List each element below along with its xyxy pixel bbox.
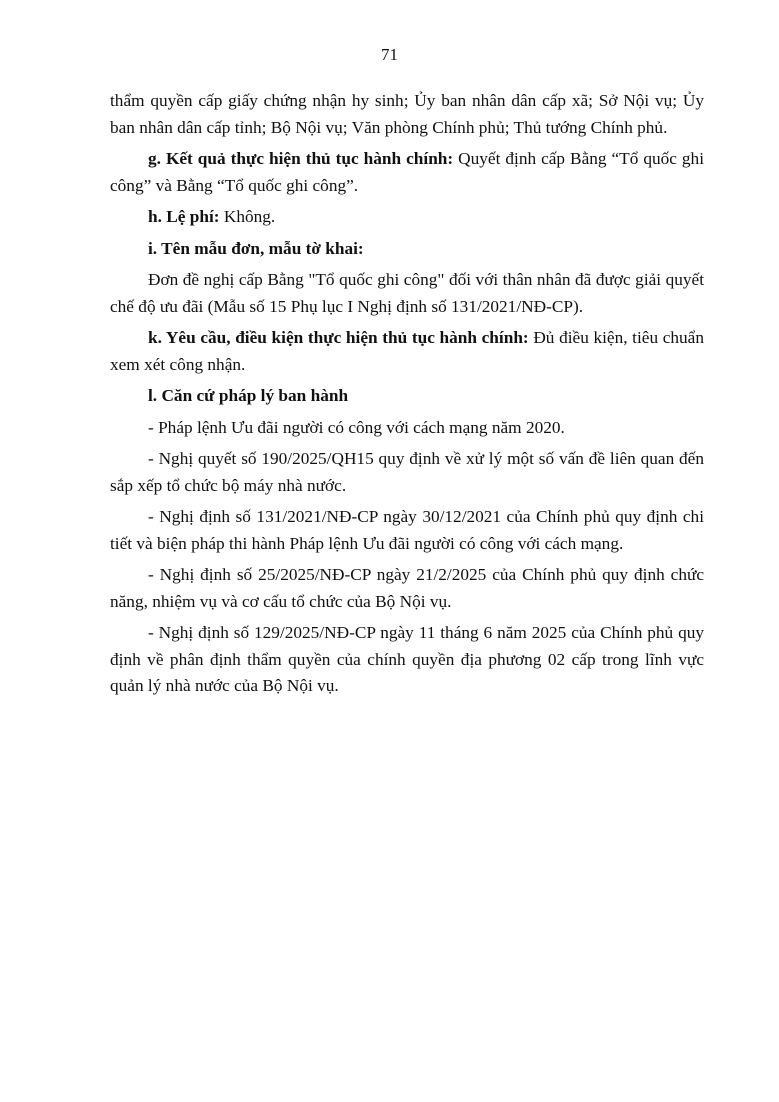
section-k-text: Đủ điều kiện, tiêu chuẩn xem xét công nhận. [110, 328, 704, 374]
legal-basis-item: - Nghị định số 131/2021/NĐ-CP ngày 30/12/2021 của Chính phủ quy định chi tiết và biện pháp thi hành Pháp lệnh Ưu đãi người có công với cách mạng. [110, 507, 704, 553]
legal-basis-item: - Nghị quyết số 190/2025/QH15 quy định về xử lý một số vấn đề liên quan đến sắp xếp tổ chức bộ máy nhà nước. [110, 449, 704, 495]
legal-basis-item: - Nghị định số 25/2025/NĐ-CP ngày 21/2/2025 của Chính phủ quy định chức năng, nhiệm vụ và cơ cấu tổ chức của Bộ Nội vụ. [110, 565, 704, 611]
section-g [110, 146, 704, 199]
section-g-text: Quyết định cấp Bằng “Tổ quốc ghi công” và Bằng “Tổ quốc ghi công”. [110, 149, 705, 195]
section-h [110, 204, 704, 231]
legal-basis-item: - Pháp lệnh Ưu đãi người có công với cách mạng năm 2020. [148, 417, 565, 437]
section-h-heading: h. Lệ phí: [148, 207, 220, 226]
section-g-heading: g. Kết quả thực hiện thủ tục hành chính: [148, 149, 454, 168]
section-i-heading [110, 236, 704, 263]
page-number: 71 [381, 45, 398, 64]
section-k [110, 325, 704, 378]
section-l-heading [110, 383, 704, 410]
paragraph-authority-list: thẩm quyền cấp giấy chứng nhận hy sinh; Ủy ban nhân dân cấp xã; Sở Nội vụ; Ủy ban nhân dân cấp tỉnh; Bộ Nội vụ; Văn phòng Chính phủ; Thủ tướng Chính phủ. [110, 91, 704, 137]
document-body [110, 88, 704, 705]
section-l-heading-text: l. Căn cứ pháp lý ban hành [148, 386, 349, 405]
section-i-text: Đơn đề nghị cấp Bằng "Tổ quốc ghi công" đối với thân nhân đã được giải quyết chế độ ưu đãi (Mẫu số 15 Phụ lục I Nghị định số 131/2021/NĐ-CP). [110, 270, 704, 316]
section-h-text: Không. [219, 207, 276, 226]
section-k-heading: k. Yêu cầu, điều kiện thực hiện thủ tục hành chính: [148, 328, 529, 347]
section-i-heading-text: i. Tên mẫu đơn, mẫu tờ khai: [148, 238, 364, 258]
legal-basis-item: - Nghị định số 129/2025/NĐ-CP ngày 11 tháng 6 năm 2025 của Chính phủ quy định về phân định thẩm quyền của chính quyền địa phương 02 cấp trong lĩnh vực quản lý nhà nước của Bộ Nội vụ. [110, 623, 704, 695]
